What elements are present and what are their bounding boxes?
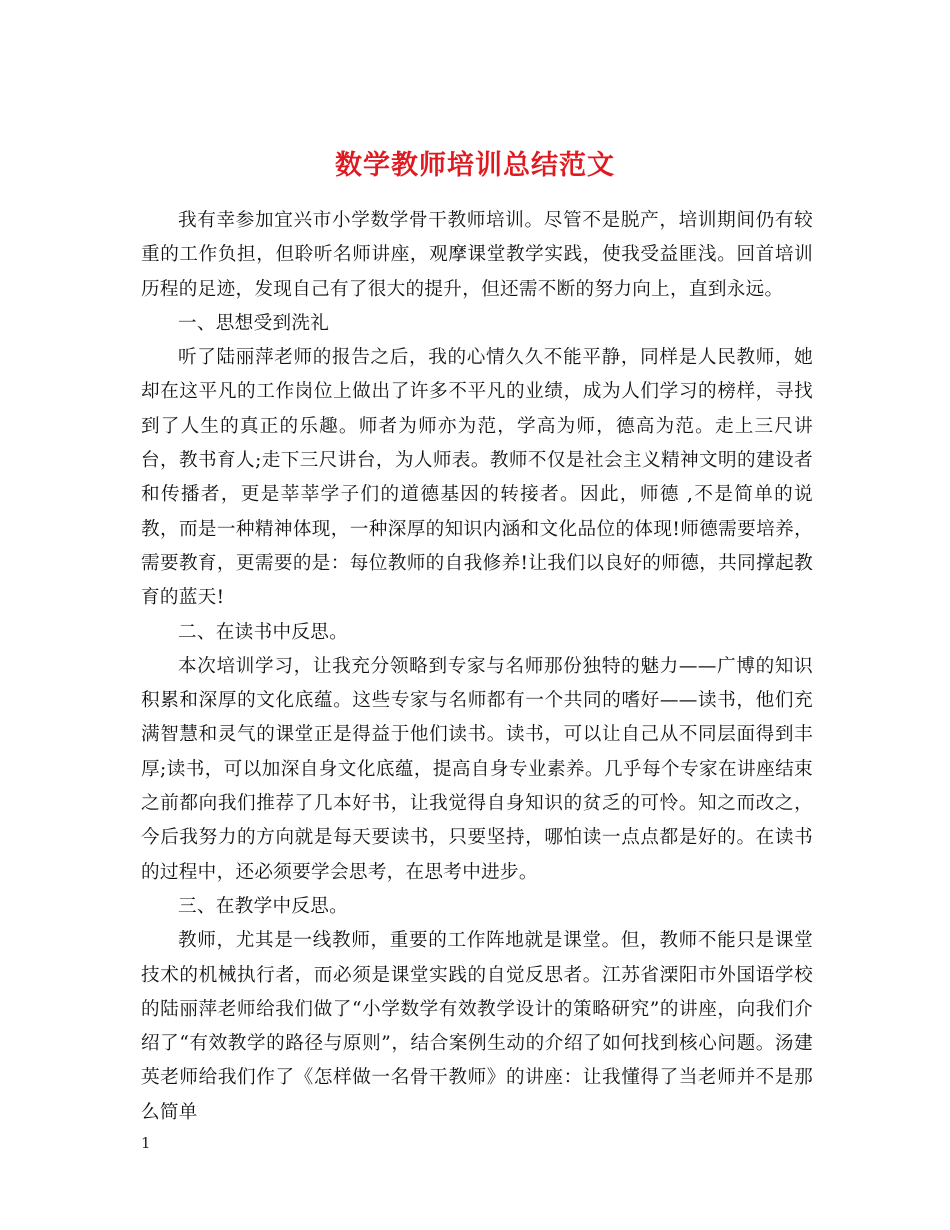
- section-heading-3: 三、在教学中反思。: [178, 895, 349, 917]
- section-heading-1: 一、思想受到洗礼: [178, 312, 330, 334]
- paragraph-section-1: 听了陆丽萍老师的报告之后，我的心情久久不能平静，同样是人民教师，她却在这平凡的工作岗位上做出了许多不平凡的业绩，成为人们学习的榜样，寻找到了人生的真正的乐趣。师者为师亦为范，学高为师，德高为范。走上三尺讲台，教书育人;走下三尺讲台，为人师表。教师不仅是社会主义精神文明的建设者和传播者，更是莘莘学子们的道德基因的转接者。因此，师德 ,不是简单的说教，而是一种精神体现，一种深厚的知识内涵和文化品位的体现!师德需要培养，需要教育，更需要的是：每位教师的自我修养!让我们以良好的师德，共同撑起教育的蓝天!: [141, 347, 813, 609]
- paragraph-section-3: 教师，尤其是一线教师，重要的工作阵地就是课堂。但，教师不能只是课堂技术的机械执行者，而必须是课堂实践的自觉反思者。江苏省溧阳市外国语学校的陆丽萍老师给我们做了“小学数学有效教学设计的策略研究”的讲座，向我们介绍了“有效教学的路径与原则”，结合案例生动的介绍了如何找到核心问题。汤建英老师给我们作了《怎样做一名骨干教师》的讲座：让我懂得了当老师并不是那么简单: [141, 930, 813, 1123]
- section-heading-2: 二、在读书中反思。: [178, 621, 349, 643]
- paragraph-section-2: 本次培训学习，让我充分领略到专家与名师那份独特的魅力——广博的知识积累和深厚的文化底蕴。这些专家与名师都有一个共同的嗜好——读书，他们充满智慧和灵气的课堂正是得益于他们读书。读书，可以让自己从不同层面得到丰厚;读书，可以加深自身文化底蕴，提高自身专业素养。几乎每个专家在讲座结束之前都向我们推荐了几本好书，让我觉得自身知识的贫乏的可怜。知之而改之，今后我努力的方向就是每天要读书，只要坚持，哪怕读一点点都是好的。在读书的过程中，还必须要学会思考，在思考中进步。: [141, 655, 813, 883]
- page-number: 1: [141, 1134, 151, 1152]
- paragraph-intro: 我有幸参加宜兴市小学数学骨干教师培训。尽管不是脱产，培训期间仍有较重的工作负担，但聆听名师讲座，观摩课堂教学实践，使我受益匪浅。回首培训历程的足迹，发现自己有了很大的提升，但还需不断的努力向上，直到永远。: [141, 210, 813, 300]
- document-body: [141, 204, 813, 1130]
- document-title: 数学教师培训总结范文: [335, 150, 615, 182]
